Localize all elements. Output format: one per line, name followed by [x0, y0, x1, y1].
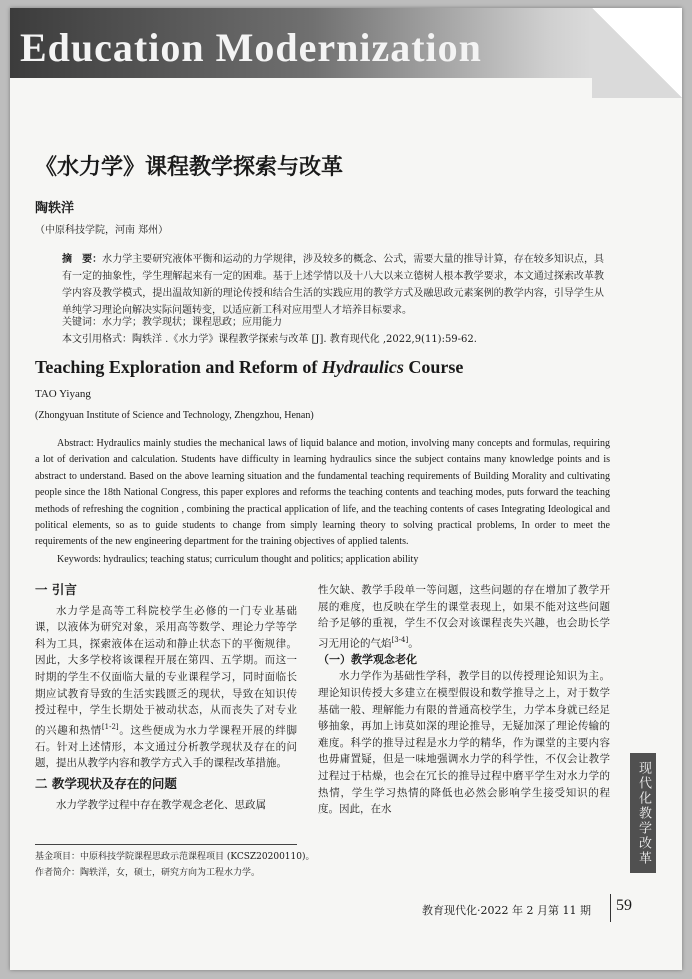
footnote-fund: 基金项目：中原科技学院课程思政示范课程项目 (KCSZ20200110)。 [35, 852, 315, 862]
english-title [35, 357, 463, 378]
section-1-heading: 一 引言 [35, 582, 77, 597]
english-author: TAO Yiyang [35, 388, 91, 400]
english-keywords: Keywords: hydraulics; teaching status; curriculum thought and politics; application ability [57, 554, 419, 565]
citation-ref-1: [1-2] [101, 722, 119, 731]
right-text: 性欠缺、教学手段单一等问题，这些问题的存在增加了教学开展的难度，也反映在学生的课堂表现上，如果不能对这些问题给予足够的重视，学生不仅会对该课程丧失兴趣，也会助长学习无用论的气焰 [318, 584, 610, 650]
footnote-divider [35, 844, 297, 845]
section-1-paragraph [35, 603, 297, 772]
chinese-author: 陶轶洋 [35, 201, 75, 216]
journal-header-title: Education Modernization [20, 25, 482, 70]
section-side-tab: 现代化教学改革 [630, 753, 656, 873]
section-1-text: 水力学是高等工科院校学生必修的一门专业基础课，以液体为研究对象，采用高等数学、理论力学等学科为工具，探索液体在运动和静止状态下的平衡规律。因此，大多学校将该课程开展在第四、五学期。而这一时期的学生不仅面临大量的专业课程学习，同时面临长期应试教育导致的生活实践匮乏的现状，导致在知识传授过程中，学生长期处于被动状态，从而丧失了对专业的兴趣和热情 [35, 604, 297, 737]
chinese-abstract [62, 251, 604, 319]
chinese-affiliation: （中原科技学院，河南 郑州） [35, 225, 169, 236]
chinese-title: 《水力学》课程教学探索与改革 [35, 154, 344, 180]
journal-footer: 教育现代化·2022 年 2 月第 11 期 [422, 904, 591, 917]
section-2-heading: 二 教学现状及存在的问题 [35, 776, 177, 792]
chinese-abstract-text: 水力学主要研究液体平衡和运动的力学规律，涉及较多的概念、公式，需要大量的推导计算，存在较多知识点，具有一定的抽象性，学生理解起来有一定的困难。基于上述学情以及十八大以来立德树人根本教学要求，本文通过探索改革教学内容及教学模式，提出温故知新的理论传授和结合生活的实践应用的教学方式及融思政元素案例的教学内容，引导学生从单纯学习理论向解决实际问题转变，以适应新工科对应用型人才培养目标要求。 [62, 254, 605, 316]
body-right-column [318, 582, 610, 818]
english-title-italic: Hydraulics [321, 357, 404, 377]
journal-header-band [10, 8, 682, 78]
subsection-1-heading: （一）教学观念老化 [318, 652, 417, 666]
section-2-paragraph: 水力学教学过程中存在教学观念老化、思政属 [56, 798, 266, 811]
citation-ref-2: [3-4] [391, 635, 409, 644]
page-corner-fold [592, 8, 682, 98]
right-column-paragraph [318, 582, 610, 652]
page-number-divider [610, 894, 611, 922]
body-left-column [35, 582, 297, 813]
section-1-text-2: 。这些便成为水力学课程开展的绊脚石。针对上述情形，本文通过分析教学现状及存在的问题，提出从教学内容和教学方式入手的课程改革措施。 [35, 724, 297, 770]
page-number: 59 [616, 897, 632, 914]
chinese-keywords: 关键词：水力学；教学现状；课程思政；应用能力 [62, 317, 282, 328]
chinese-abstract-label: 摘 要： [62, 254, 103, 265]
english-affiliation: (Zhongyuan Institute of Science and Technology, Zhengzhou, Henan) [35, 410, 314, 421]
subsection-1-paragraph: 水力学作为基础性学科，教学目的以传授理论知识为主。理论知识传授大多建立在模型假设和数学推导之上，对于数学基础一般、理解能力有限的普通高校学生，力学本身就已经足够抽象，再加上讳莫如深的理论推导，无疑加深了理论传输的难度。科学的推导过程是水力学的精华，作为课堂的主要内容也毋庸置疑，但是一味地强调水力学的科学性，不仅会让教学过程过于枯燥，也会在冗长的推导过程中磨平学生对水力学的热情，学生学习热情的降低也必然会影响学生接受知识的程度。因此，在水 [318, 670, 610, 816]
english-title-prefix: Teaching Exploration and Reform of [35, 357, 322, 377]
journal-page [10, 8, 682, 970]
citation-format: 本文引用格式：陶轶洋 .《水力学》课程教学探索与改革 [J]. 教育现代化 ,2022,9(11):59-62. [62, 334, 477, 345]
right-text-end: 。 [408, 637, 419, 650]
english-abstract: Abstract: Hydraulics mainly studies the mechanical laws of liquid balance and motion, involving many concepts and formulas, requiring a lot of derivation and calculation. Students have difficulty in learning hydraulics since the subject contains many knowledge points and is abstract to understand. Based on the above learning situation and the fundamental teaching requirements of Building Morality and cultivating people since the 18th National Congress, this paper explores and reforms the teaching contents and teaching modes, puts forward the teaching methods of refreshing the cognition , combining the practical application of life, and the teaching contents of cases Integrating Ideological and political elements, so as to guide students to change from simply learning theory to solving practical problems, In order to meet the requirements of the new engineering department for the training objectives of applied talents. [35, 438, 610, 548]
english-title-suffix: Course [403, 357, 464, 377]
footnote-author-bio: 作者简介：陶轶洋，女，硕士，研究方向为工程水力学。 [35, 868, 261, 878]
